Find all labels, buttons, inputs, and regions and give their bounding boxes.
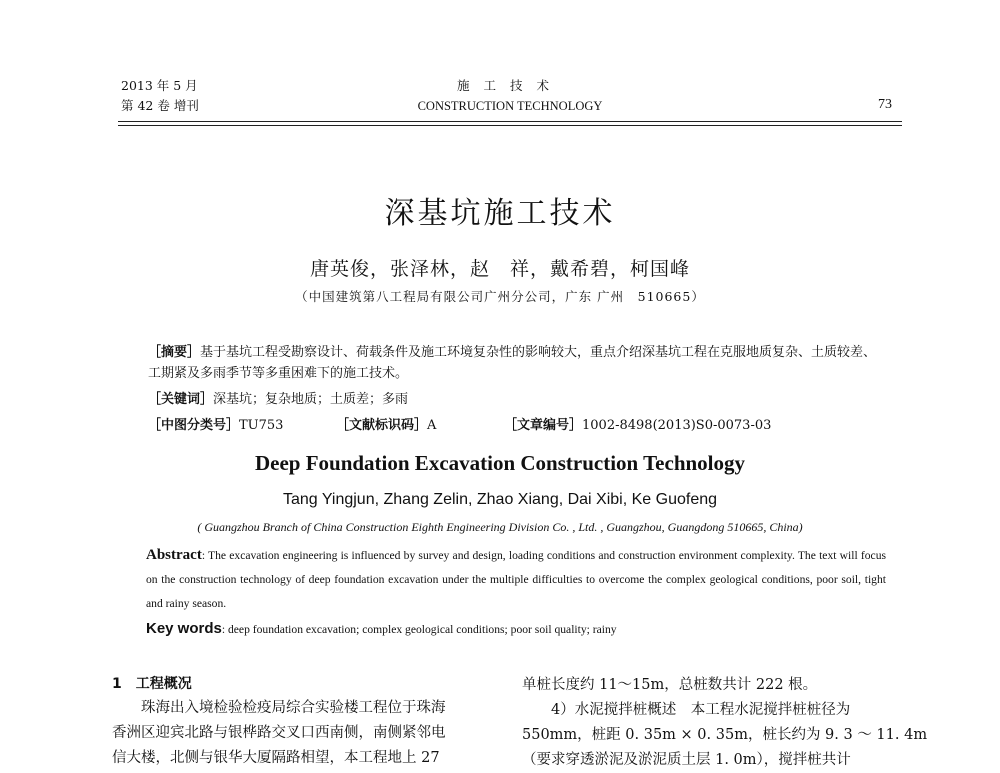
body-line: 珠海出入境检验检疫局综合实验楼工程位于珠海 bbox=[112, 700, 446, 716]
article-affiliation: （中国建筑第八工程局有限公司广州分公司，广东 广州 510665） bbox=[295, 289, 705, 304]
english-abstract bbox=[146, 543, 886, 616]
volume-info: 第 42 卷 增刊 bbox=[121, 98, 199, 113]
english-keywords-label: Key words bbox=[146, 620, 222, 637]
english-abstract-label: Abstract bbox=[146, 547, 202, 563]
cn-abstract-text: 基于基坑工程受勘察设计、荷载条件及施工环境复杂性的影响较大，重点介绍深基坑工程在克服地质复杂、土质较差、工期紧及多雨季节等多重困难下的施工技术。 bbox=[148, 345, 877, 381]
body-line: （要求穿透淤泥及淤泥质土层 1. 0m），搅拌桩共计 bbox=[522, 752, 851, 768]
body-line: 550mm，桩距 0. 35m × 0. 35m，桩长约为 9. 3 ～ 11. 4m bbox=[522, 727, 928, 743]
clc-value: TU753 bbox=[239, 418, 284, 433]
issue-date: 2013 年 5 月 bbox=[121, 78, 198, 93]
journal-name-en: CONSTRUCTION TECHNOLOGY bbox=[417, 99, 603, 113]
running-header-left bbox=[121, 76, 199, 116]
english-keywords bbox=[146, 620, 617, 637]
english-affiliation: ( Guangzhou Branch of China Construction Eighth Engineering Division Co. , Ltd. , Guangzhou, Guangdong 510665, China) bbox=[197, 520, 803, 534]
english-abstract-text: : The excavation engineering is influenced by survey and design, loading conditions and construction environment complexity. The text will focus on the construction technology of deep foundation excavation under the multiple difficulties to overcome the complex geological conditions, poor soil, tight and rainy season. bbox=[146, 549, 886, 610]
article-title: 深基坑施工技术 bbox=[384, 196, 616, 231]
body-column-right bbox=[522, 673, 927, 773]
section-heading: 1 工程概况 bbox=[112, 676, 192, 692]
doc-code-value: A bbox=[427, 418, 437, 433]
article-number bbox=[504, 414, 771, 433]
clc-number bbox=[148, 414, 283, 433]
page-number: 73 bbox=[878, 97, 892, 112]
article-no-label: ［文章编号］ bbox=[504, 418, 583, 433]
body-line: 香洲区迎宾北路与银桦路交叉口西南侧，南侧紧邻电 bbox=[112, 725, 446, 741]
cn-abstract-label: ［摘要］ bbox=[148, 345, 201, 360]
cn-keywords-label: ［关键词］ bbox=[148, 392, 214, 407]
cn-keywords bbox=[148, 388, 408, 407]
header-rule-thick bbox=[118, 121, 902, 122]
clc-label: ［中图分类号］ bbox=[148, 418, 240, 433]
header-rule-thin bbox=[118, 125, 902, 126]
doc-code-label: ［文献标识码］ bbox=[336, 418, 428, 433]
english-title: Deep Foundation Excavation Construction Technology bbox=[254, 451, 746, 475]
article-no-value: 1002-8498(2013)S0-0073-03 bbox=[582, 418, 772, 433]
body-line: 4）水泥搅拌桩概述 本工程水泥搅拌桩桩径为 bbox=[522, 702, 851, 718]
body-line: 信大楼，北侧与银华大厦隔路相望，本工程地上 27 bbox=[112, 750, 440, 766]
article-authors: 唐英俊，张泽林，赵 祥，戴希碧，柯国峰 bbox=[309, 258, 690, 280]
journal-name-cn: 施工技术 bbox=[456, 78, 563, 93]
english-keywords-text: : deep foundation excavation; complex geological conditions; poor soil quality; rainy bbox=[221, 623, 617, 636]
cn-keywords-text: 深基坑；复杂地质；土质差；多雨 bbox=[213, 392, 409, 407]
cn-abstract bbox=[148, 342, 888, 384]
body-column-left bbox=[112, 696, 446, 771]
document-code bbox=[336, 414, 436, 433]
english-authors: Tang Yingjun, Zhang Zelin, Zhao Xiang, Dai Xibi, Ke Guofeng bbox=[282, 491, 718, 508]
running-header-center bbox=[380, 76, 640, 116]
body-line: 单桩长度约 11～15m，总桩数共计 222 根。 bbox=[522, 677, 818, 693]
